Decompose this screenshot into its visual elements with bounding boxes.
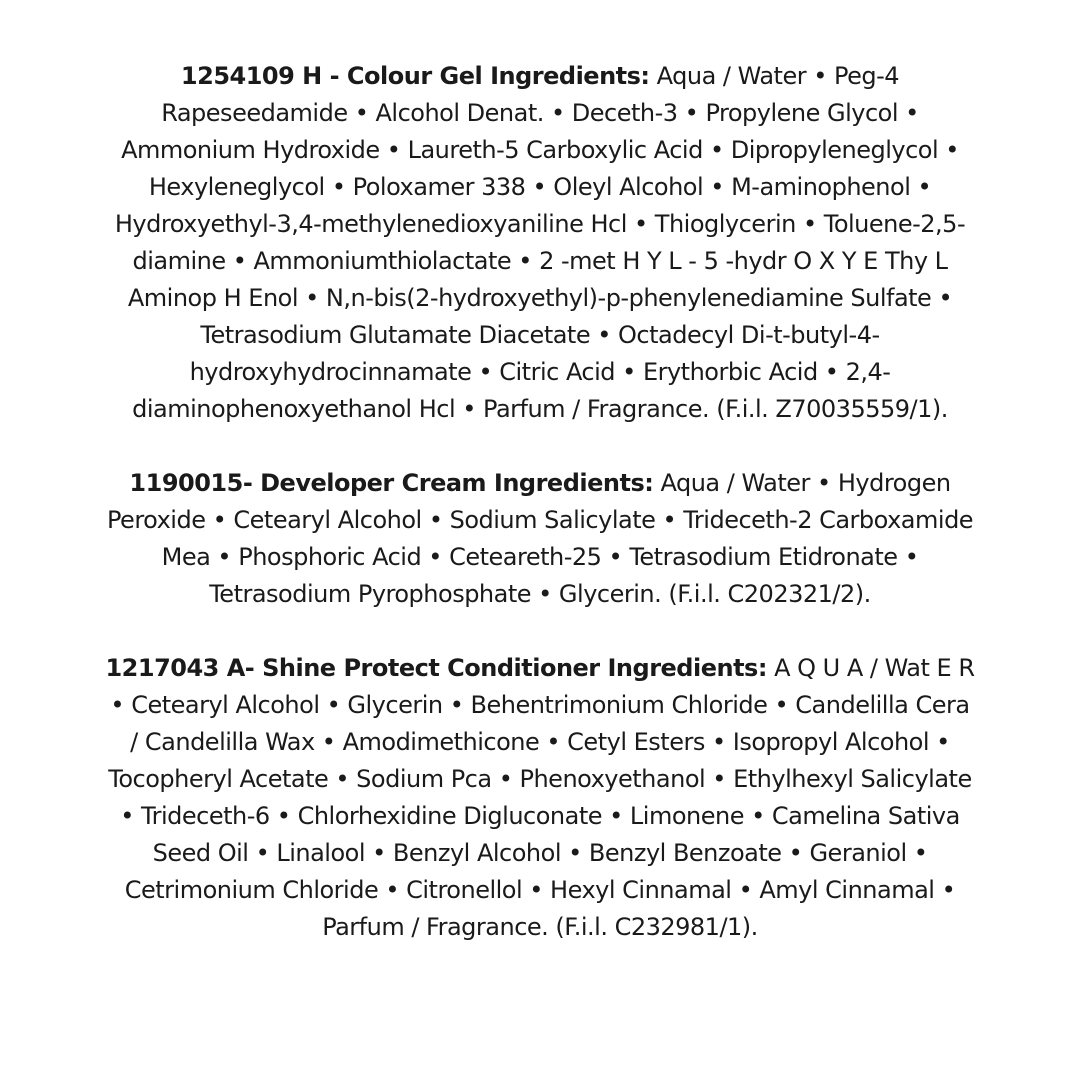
colour-gel-heading: 1254109 H - Colour Gel Ingredients: — [180, 62, 650, 90]
colour-gel-ingredient-list: Aqua / Water • Peg-4 Rapeseedamide • Alcohol Denat. • Deceth-3 • Propylene Glycol • Ammonium Hydroxide • Laureth-5 Carboxylic Acid • Dipropyleneglycol • Hexyleneglycol • Poloxamer 338 • Oleyl Alcohol • M-aminophenol • Hydroxyethyl-3,4-methylenedioxyaniline Hcl • Thioglycerin • Toluene-2,5-diamine • Ammoniumthiolactate • 2 -met H Y L - 5 -hydr O X Y E Thy L Aminop H Enol • N,n-bis(2-hydroxyethyl)-p-phenylenediamine Sulfate • Tetrasodium Glutamate Diacetate • Octadecyl Di-t-butyl-4-hydroxyhydrocinnamate • Citric Acid • Erythorbic Acid • 2,4-diaminophenoxyethanol Hcl • Parfum / Fragrance. (F.i.l. Z70035559/1). — [114, 62, 966, 423]
shine-protect-conditioner-ingredient-list: A Q U A / Wat E R • Cetearyl Alcohol • Glycerin • Behentrimonium Chloride • Candelilla Cera / Candelilla Wax • Amodimethicone • Cetyl Esters • Isopropyl Alcohol • Tocopheryl Acetate • Sodium Pca • Phenoxyethanol • Ethylhexyl Salicylate • Trideceth-6 • Chlorhexidine Digluconate • Limonene • Camelina Sativa Seed Oil • Linalool • Benzyl Alcohol • Benzyl Benzoate • Geraniol • Cetrimonium Chloride • Citronellol • Hexyl Cinnamal • Amyl Cinnamal • Parfum / Fragrance. (F.i.l. C232981/1). — [108, 654, 975, 941]
ingredients-document — [105, 58, 975, 946]
shine-protect-conditioner-ingredients — [105, 650, 975, 946]
developer-cream-heading: 1190015- Developer Cream Ingredients: — [129, 469, 654, 497]
developer-cream-ingredient-list: Aqua / Water • Hydrogen Peroxide • Cetearyl Alcohol • Sodium Salicylate • Trideceth-2 Carboxamide Mea • Phosphoric Acid • Ceteareth-25 • Tetrasodium Etidronate • Tetrasodium Pyrophosphate • Glycerin. (F.i.l. C202321/2). — [106, 469, 974, 608]
shine-protect-conditioner-heading: 1217043 A- Shine Protect Conditioner Ingredients: — [105, 654, 767, 682]
colour-gel-ingredients — [105, 58, 975, 428]
developer-cream-ingredients — [105, 465, 975, 613]
